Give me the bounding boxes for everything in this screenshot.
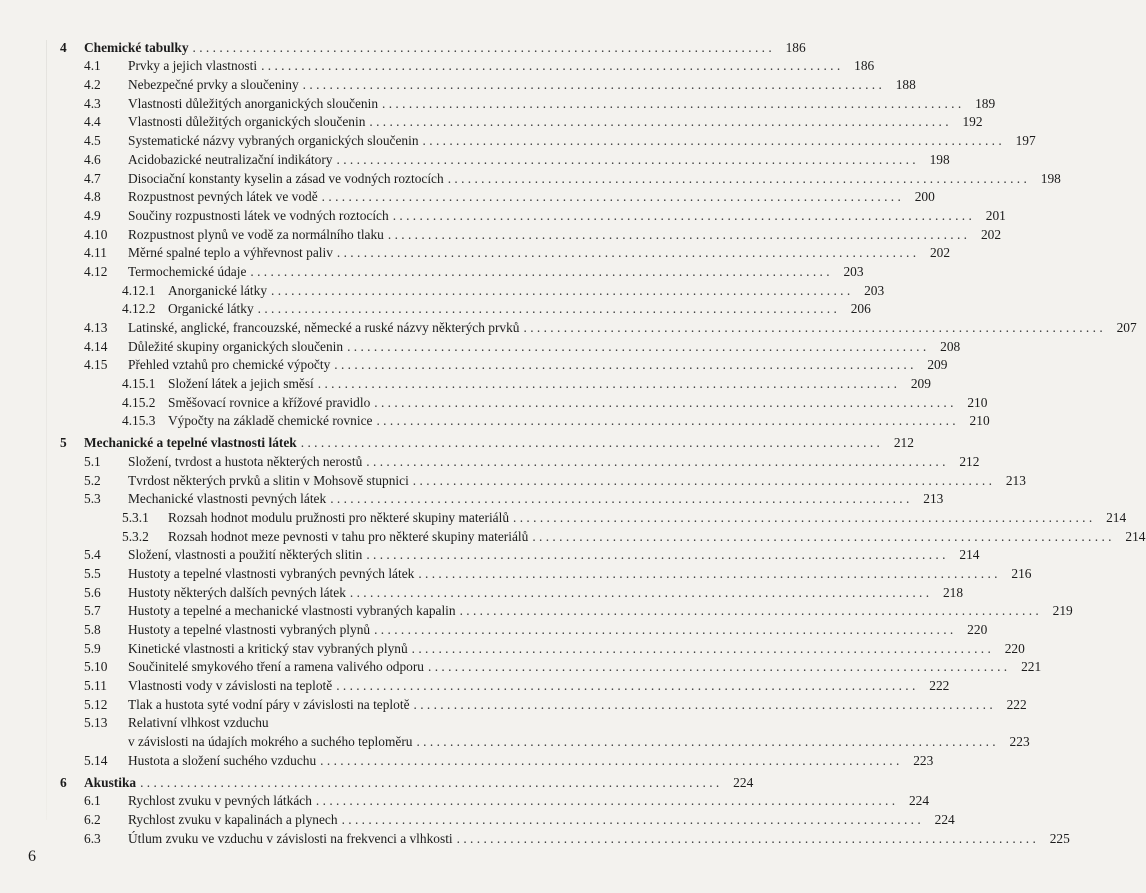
toc-entry-title: Součiny rozpustnosti látek ve vodných roztocích <box>128 207 389 223</box>
toc-entry-title: Mechanické vlastnosti pevných látek <box>128 491 327 507</box>
toc-entry-page-number: 224 <box>733 774 754 790</box>
toc-entry-number: 5.3.1 <box>122 509 149 525</box>
toc-entry-number: 5.14 <box>84 752 108 768</box>
toc-entry-page-number: 214 <box>1125 528 1146 544</box>
toc-entry-page-number: 214 <box>959 547 980 563</box>
toc-entry-number: 6 <box>60 774 67 790</box>
toc-entry-title: Akustika <box>84 774 137 790</box>
toc-entry-title: Vlastnosti důležitých organických sloučenin <box>128 114 366 130</box>
toc-dot-leader <box>369 114 948 129</box>
toc-dot-leader <box>460 603 1039 618</box>
toc-dot-leader <box>330 491 909 506</box>
toc-entry-page-number: 224 <box>908 793 930 809</box>
toc-dot-leader <box>250 264 829 279</box>
toc-entry-page-number: 220 <box>1004 640 1025 656</box>
toc-dot-leader <box>388 227 967 242</box>
toc-entry-number: 5.10 <box>84 659 108 675</box>
toc-entry-title: Hustoty a tepelné a mechanické vlastnosti vybraných kapalin <box>128 603 456 619</box>
toc-entry-title: Hustoty a tepelné vlastnosti vybraných plynů <box>128 622 371 637</box>
toc-dot-leader <box>337 245 916 260</box>
toc-entry-page-number: 202 <box>980 226 1002 242</box>
toc-section-entry[interactable] <box>56 656 1042 675</box>
toc-entry-page-number: 202 <box>929 245 951 261</box>
toc-entry-title: Latinské, anglické, francouzské, německé a ruské názvy některých prvků <box>128 320 520 335</box>
toc-section-entry[interactable] <box>56 450 980 469</box>
toc-dot-leader <box>261 58 840 73</box>
toc-entry-page-number: 203 <box>843 263 864 279</box>
toc-entry-title: Acidobazické neutralizační indikátory <box>128 151 333 167</box>
toc-section-entry[interactable] <box>56 260 864 279</box>
toc-entry-number: 4.1 <box>84 58 101 74</box>
toc-section-entry[interactable] <box>56 808 955 827</box>
toc-entry-title: Mechanické a tepelné vlastnosti látek <box>84 435 297 451</box>
toc-entry-number: 4.15 <box>84 357 108 373</box>
toc-section-entry[interactable] <box>56 148 950 167</box>
toc-dot-leader <box>374 622 953 637</box>
toc-entry-page-number: 198 <box>1040 170 1061 186</box>
toc-dot-leader <box>382 96 961 111</box>
page-number: 6 <box>28 848 36 865</box>
toc-entry-page-number: 224 <box>934 811 955 827</box>
toc-section-entry[interactable] <box>56 92 996 111</box>
toc-entry-page-number: 207 <box>1116 320 1137 335</box>
toc-entry-number: 4.15.1 <box>122 376 156 392</box>
toc-entry-title: Výpočty na základě chemické rovnice <box>168 413 373 429</box>
toc-dot-leader <box>322 189 901 204</box>
toc-section-entry[interactable] <box>56 111 983 130</box>
toc-entry-page-number: 209 <box>910 376 931 392</box>
toc-entry-title: Kinetické vlastnosti a kritický stav vybraných plynů <box>128 640 408 656</box>
toc-entry-title: Vlastnosti vody v závislosti na teplotě <box>128 678 333 694</box>
toc-dot-leader <box>366 547 945 562</box>
toc-section-entry[interactable] <box>56 562 1032 581</box>
toc-entry-page-number: 213 <box>923 491 944 507</box>
toc-entry-title: Rozpustnost plynů ve vodě za normálního tlaku <box>128 226 384 242</box>
toc-entry-title: Útlum zvuku ve vzduchu v závislosti na frekvenci a vlhkosti <box>128 830 453 846</box>
toc-entry-title: Prvky a jejich vlastnosti <box>128 58 258 74</box>
toc-entry-page-number: 210 <box>969 413 990 429</box>
toc-subsection-entry[interactable] <box>56 410 990 429</box>
toc-section-entry[interactable] <box>56 827 1070 846</box>
toc-dot-leader <box>258 301 837 316</box>
toc-entry-page-number: 198 <box>929 151 950 167</box>
toc-dot-leader <box>347 339 926 354</box>
toc-section-entry[interactable] <box>56 469 1026 488</box>
toc-dot-leader <box>336 678 915 693</box>
toc-entry-page-number: 210 <box>967 394 988 410</box>
toc-entry-number: 4 <box>60 39 67 55</box>
toc-dot-leader <box>448 171 1027 186</box>
toc-dot-leader <box>414 697 993 712</box>
toc-entry-number: 4.6 <box>84 151 101 167</box>
toc-entry-page-number: 200 <box>914 189 935 205</box>
toc-entry-title: Vlastnosti důležitých anorganických sloučenin <box>128 95 379 111</box>
toc-entry-title: Měrné spalné teplo a výhřevnost paliv <box>128 245 333 261</box>
toc-entry-number: 5 <box>60 435 67 451</box>
toc-entry-number: 4.11 <box>84 245 107 261</box>
toc-dot-leader <box>413 473 992 488</box>
toc-entry-title: Směšovací rovnice a křížové pravidlo <box>168 394 371 410</box>
toc-chapter-entry[interactable] <box>56 771 754 790</box>
toc-entry-page-number: 192 <box>962 114 983 130</box>
toc-entry-page-number: 223 <box>1009 734 1030 750</box>
toc-entry-page-number: 222 <box>1006 696 1027 712</box>
toc-entry-page-number: 216 <box>1011 565 1032 581</box>
toc-entry-number: 4.4 <box>84 114 101 130</box>
toc-dot-leader <box>193 40 772 55</box>
toc-section-entry[interactable] <box>56 581 964 600</box>
toc-entry-title: Složení látek a jejich směsí <box>168 376 314 392</box>
toc-entry-page-number: 203 <box>864 282 885 298</box>
toc-chapter-entry[interactable] <box>56 36 806 55</box>
toc-entry-number: 4.5 <box>84 133 101 149</box>
toc-entry-number: 5.11 <box>84 678 107 694</box>
toc-dot-leader <box>366 454 945 469</box>
toc-dot-leader <box>423 133 1002 148</box>
toc-entry-title: Rozsah hodnot modulu pružnosti pro některé skupiny materiálů <box>168 509 510 525</box>
toc-dot-leader <box>303 77 882 92</box>
toc-dot-leader <box>271 283 850 298</box>
toc-entry-title: Přehled vztahů pro chemické výpočty <box>128 357 331 373</box>
toc-entry-title: Hustota a složení suchého vzduchu <box>128 752 317 768</box>
toc-dot-leader <box>316 793 895 808</box>
toc-section-entry[interactable] <box>56 544 980 563</box>
toc-dot-leader <box>418 566 997 581</box>
toc-entry-number: 5.5 <box>84 565 101 581</box>
toc-entry-number: 4.8 <box>84 189 101 205</box>
toc-entry-number: 5.13 <box>84 715 108 731</box>
toc-section-entry[interactable] <box>56 316 1137 335</box>
toc-section-entry[interactable] <box>56 749 934 768</box>
toc-entry-page-number: 220 <box>967 622 988 637</box>
toc-entry-page-number: 186 <box>854 58 875 74</box>
toc-subsection-entry[interactable] <box>56 391 988 410</box>
toc-entry-page-number: 197 <box>1015 133 1036 149</box>
table-of-contents <box>56 36 1146 846</box>
toc-section-entry[interactable] <box>56 335 961 354</box>
toc-section-entry[interactable] <box>56 167 1061 186</box>
toc-entry-title: Tvrdost některých prvků a slitin v Mohsově stupnici <box>128 472 409 488</box>
toc-entry-number: 4.15.2 <box>122 394 156 410</box>
toc-section-entry[interactable] <box>56 73 916 93</box>
toc-entry-title: Složení, vlastnosti a použití některých slitin <box>128 547 363 563</box>
toc-dot-leader <box>350 585 929 600</box>
toc-entry-number: 6.2 <box>84 811 101 827</box>
toc-entry-number: 5.1 <box>84 453 101 469</box>
toc-entry-title: Systematické názvy vybraných organických sloučenin <box>128 133 419 149</box>
toc-dot-leader <box>393 208 972 223</box>
toc-dot-leader <box>376 413 955 428</box>
toc-entry-number: 5.8 <box>84 622 101 637</box>
toc-entry-number: 5.12 <box>84 696 108 712</box>
toc-entry-page-number: 218 <box>942 584 964 600</box>
toc-entry-title: Součinitelé smykového tření a ramena valivého odporu <box>128 659 424 675</box>
toc-entry-page-number: 221 <box>1021 659 1042 675</box>
toc-entry-page-number: 189 <box>975 95 996 111</box>
toc-entry-page-number: 222 <box>929 678 950 694</box>
toc-subsection-entry[interactable] <box>56 525 1146 544</box>
toc-dot-leader <box>513 510 1092 525</box>
toc-entry-page-number: 186 <box>785 39 806 55</box>
toc-entry-page-number: 188 <box>895 77 916 93</box>
toc-dot-leader <box>337 152 916 167</box>
toc-entry-title: Hustoty některých dalších pevných látek <box>128 584 346 600</box>
toc-entry-title: Rozpustnost pevných látek ve vodě <box>128 189 318 205</box>
toc-entry-number: 4.14 <box>84 338 108 354</box>
toc-entry-number: 5.7 <box>84 603 101 619</box>
toc-entry-title: Termochemické údaje <box>128 263 247 279</box>
toc-entry-number: 5.2 <box>84 472 101 488</box>
page-margin-shade <box>46 40 47 820</box>
toc-entry-number: 5.3.2 <box>122 528 149 544</box>
toc-entry-number: 4.13 <box>84 320 108 335</box>
toc-entry-number: 5.9 <box>84 640 101 656</box>
toc-entry-number: 4.12.1 <box>122 282 156 298</box>
toc-entry-title: Rozsah hodnot meze pevnosti v tahu pro některé skupiny materiálů <box>168 528 529 544</box>
toc-entry-page-number: 208 <box>940 338 961 354</box>
toc-entry-number: 4.12.2 <box>122 301 156 317</box>
toc-entry-page-number: 212 <box>959 453 980 469</box>
toc-subsection-entry[interactable] <box>56 279 885 298</box>
toc-section-entry[interactable] <box>56 637 1025 656</box>
toc-dot-leader <box>374 395 953 410</box>
toc-entry-number: 4.7 <box>84 170 101 186</box>
toc-entry-title: Organické látky <box>168 301 254 317</box>
toc-entry-number: 5.4 <box>84 547 101 563</box>
toc-entry-title: Anorganické látky <box>168 282 268 298</box>
toc-section-entry[interactable] <box>56 488 944 507</box>
toc-entry-title: Relativní vlhkost vzduchu <box>128 715 269 731</box>
toc-entry-page-number: 214 <box>1106 509 1127 525</box>
toc-entry-title: Rychlost zvuku v kapalinách a plynech <box>128 811 338 827</box>
toc-section-entry[interactable] <box>56 186 935 205</box>
toc-dot-leader <box>342 812 921 827</box>
toc-section-entry[interactable] <box>56 674 950 694</box>
toc-entry-title: Nebezpečné prvky a sloučeniny <box>128 77 299 93</box>
toc-entry-number: 4.10 <box>84 226 108 242</box>
toc-entry-page-number: 223 <box>913 752 934 768</box>
toc-section-entry[interactable] <box>56 693 1027 712</box>
toc-dot-leader <box>301 435 880 450</box>
toc-entry-page-number: 225 <box>1049 830 1070 846</box>
toc-dot-leader <box>140 775 719 790</box>
toc-entry-title: Důležité skupiny organických sloučenin <box>128 338 344 354</box>
toc-entry-page-number: 201 <box>985 207 1006 223</box>
toc-subsection-entry[interactable] <box>56 372 931 392</box>
toc-entry-page-number: 206 <box>850 301 871 317</box>
toc-section-entry[interactable] <box>56 790 930 809</box>
toc-entry-number: 4.12 <box>84 263 108 279</box>
toc-section-entry[interactable] <box>56 129 1036 149</box>
toc-dot-leader <box>318 376 897 391</box>
toc-section-entry[interactable] <box>56 55 875 74</box>
toc-dot-leader <box>334 357 913 372</box>
toc-entry-title: Disociační konstanty kyselin a zásad ve vodných roztocích <box>128 170 444 186</box>
toc-subsection-entry[interactable] <box>56 506 1127 525</box>
toc-entry-title: Chemické tabulky <box>84 39 189 55</box>
toc-section-entry[interactable] <box>56 730 1030 750</box>
toc-section-entry[interactable] <box>56 242 951 261</box>
toc-dot-leader <box>320 753 899 768</box>
toc-chapter-entry[interactable] <box>56 431 914 451</box>
toc-dot-leader <box>416 734 995 749</box>
toc-entry-title: Tlak a hustota syté vodní páry v závislosti na teplotě <box>128 696 410 712</box>
toc-entry-number: 5.6 <box>84 584 101 600</box>
toc-dot-leader <box>532 529 1111 544</box>
toc-entry-number: 4.15.3 <box>122 413 156 429</box>
toc-section-entry[interactable] <box>56 618 988 637</box>
toc-entry-number: 4.9 <box>84 207 101 223</box>
toc-subsection-entry[interactable] <box>56 298 871 317</box>
toc-entry-page-number: 213 <box>1005 472 1026 488</box>
toc-section-entry[interactable] <box>56 354 948 373</box>
toc-entry-title: Hustoty a tepelné vlastnosti vybraných pevných látek <box>128 565 415 581</box>
toc-section-entry[interactable] <box>56 204 1006 223</box>
toc-dot-leader <box>412 641 991 656</box>
toc-dot-leader <box>457 831 1036 846</box>
toc-entry-number: 6.1 <box>84 793 101 809</box>
toc-entry-title: v závislosti na údajích mokrého a suchého teploměru <box>128 734 413 750</box>
toc-dot-leader <box>524 320 1103 335</box>
toc-dot-leader <box>428 659 1007 674</box>
toc-entry-title: Rychlost zvuku v pevných látkách <box>128 793 312 809</box>
toc-section-entry[interactable] <box>56 600 1073 619</box>
toc-entry-page-number: 219 <box>1052 603 1073 619</box>
toc-entry-number: 6.3 <box>84 830 101 846</box>
toc-entry-page-number: 212 <box>893 435 914 451</box>
toc-entry-title: Složení, tvrdost a hustota některých nerostů <box>128 453 363 469</box>
toc-entry-number: 4.2 <box>84 77 101 93</box>
toc-entry-number: 4.3 <box>84 95 101 111</box>
toc-entry-number: 5.3 <box>84 491 101 507</box>
toc-section-entry[interactable] <box>56 712 596 731</box>
toc-entry-page-number: 209 <box>927 357 948 373</box>
toc-section-entry[interactable] <box>56 223 1002 242</box>
